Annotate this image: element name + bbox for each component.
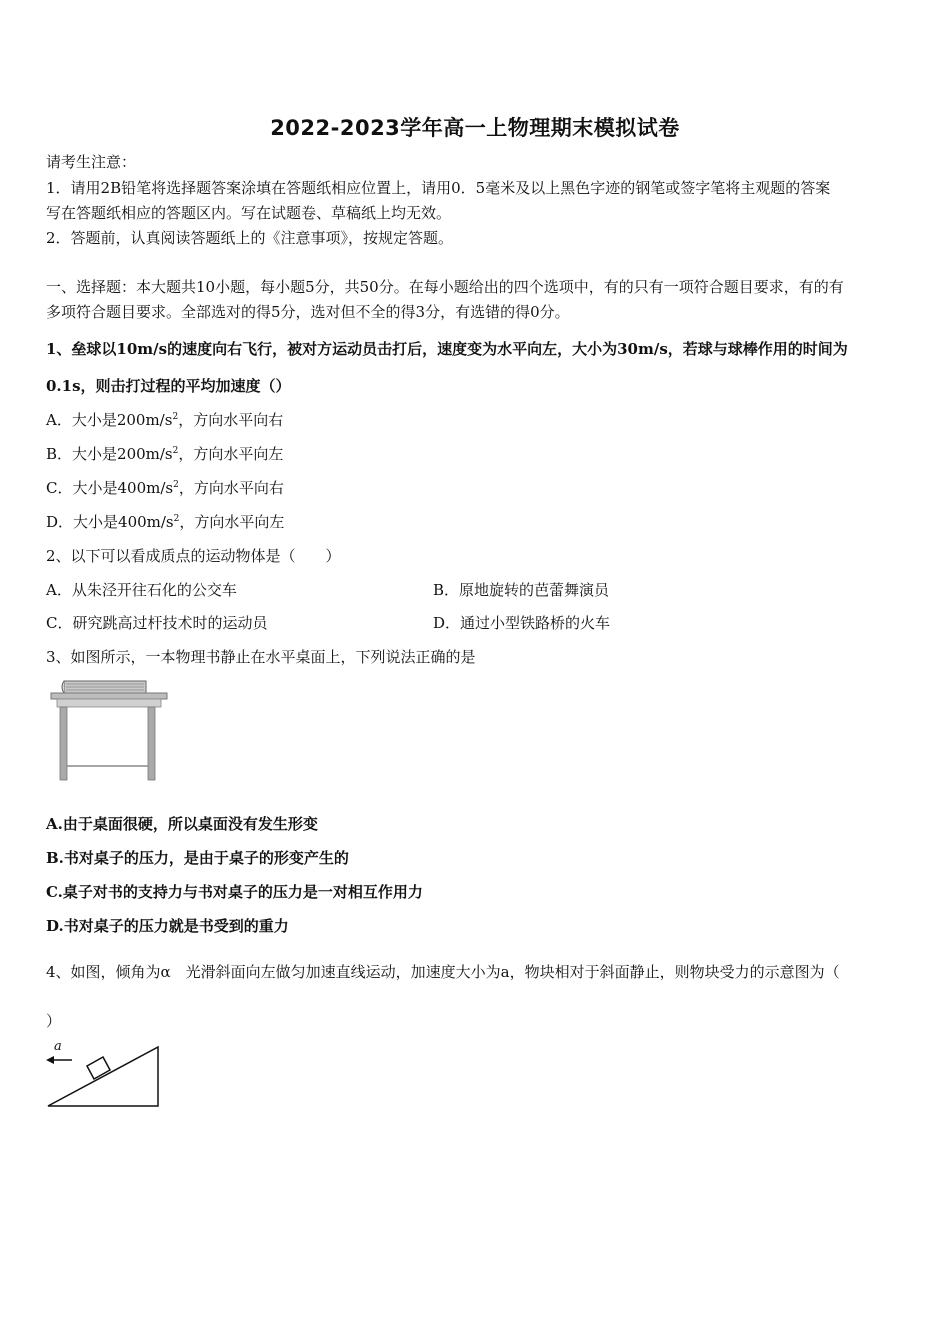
option-text: ，方向水平向左: [178, 445, 284, 463]
superscript: 2: [172, 412, 179, 422]
q2-option-b: B．原地旋转的芭蕾舞演员: [433, 581, 610, 599]
notice-item-1: 1．请用2B铅笔将选择题答案涂填在答题纸相应位置上，请用0．5毫米及以上黑色字迹的钢笔或签字笔将主观题的答案: [46, 179, 831, 197]
q2-stem: 2、以下可以看成质点的运动物体是（ ）: [46, 547, 341, 565]
q1-option-d: [46, 512, 284, 532]
acceleration-label: a: [54, 1039, 62, 1054]
page-title: 2022-2023学年高一上物理期末模拟试卷: [270, 116, 680, 140]
q1-option-c: [46, 478, 284, 498]
option-text: B．大小是200m/s: [46, 445, 173, 463]
q2-option-c: C．研究跳高过杆技术时的运动员: [46, 614, 268, 632]
q4-stem-cont: ）: [46, 1012, 62, 1030]
q2-option-a: A．从朱泾开往石化的公交车: [46, 581, 237, 599]
q1-option-a: [46, 410, 283, 430]
block-icon: [87, 1057, 110, 1079]
superscript: 2: [173, 480, 179, 490]
incline-icon: [48, 1047, 158, 1106]
q3-option-a: A.由于桌面很硬，所以桌面没有发生形变: [46, 815, 318, 833]
notice-item-1-cont: 写在答题纸相应的答题区内。写在试题卷、草稿纸上均无效。: [46, 204, 452, 222]
option-text: A．大小是200m/s: [46, 411, 173, 429]
q1-stem-cont: 0.1s，则击打过程的平均加速度（）: [46, 377, 291, 395]
superscript: 2: [172, 446, 179, 456]
q4-stem: 4、如图，倾角为α 光滑斜面向左做匀加速直线运动，加速度大小为a，物块相对于斜面静止，则物块受力的示意图为（: [46, 963, 840, 981]
option-text: ，方向水平向左: [179, 513, 285, 531]
q3-option-c: C.桌子对书的支持力与书对桌子的压力是一对相互作用力: [46, 883, 423, 901]
q1-stem: 1、垒球以10m/s的速度向右飞行，被对方运动员击打后，速度变为水平向左，大小为30m/s，若球与球棒作用的时间为: [46, 340, 848, 358]
q2-option-d: D．通过小型铁路桥的火车: [433, 614, 611, 632]
arrow-left-icon: [46, 1056, 72, 1064]
section-instructions-cont: 多项符合题目要求。全部选对的得5分，选对但不全的得3分，有选错的得0分。: [46, 303, 570, 321]
option-text: D．大小是400m/s: [46, 513, 174, 531]
book-on-table-figure: [48, 678, 170, 782]
q3-stem: 3、如图所示，一本物理书静止在水平桌面上，下列说法正确的是: [46, 648, 476, 666]
option-text: C．大小是400m/s: [46, 479, 174, 497]
option-text: ，方向水平向右: [178, 411, 284, 429]
incline-figure: [44, 1036, 164, 1108]
q3-option-b: B.书对桌子的压力，是由于桌子的形变产生的: [46, 849, 349, 867]
q1-option-b: [46, 444, 283, 464]
notice-heading: 请考生注意：: [46, 153, 137, 171]
q3-option-d: D.书对桌子的压力就是书受到的重力: [46, 917, 289, 935]
notice-item-2: 2．答题前，认真阅读答题纸上的《注意事项》，按规定答题。: [46, 229, 454, 247]
table-icon: [51, 693, 167, 780]
option-text: ，方向水平向右: [178, 479, 284, 497]
superscript: 2: [173, 514, 180, 524]
section-instructions: 一、选择题：本大题共10小题，每小题5分，共50分。在每小题给出的四个选项中，有的只有一项符合题目要求，有的有: [46, 278, 844, 296]
book-icon: [62, 681, 146, 693]
